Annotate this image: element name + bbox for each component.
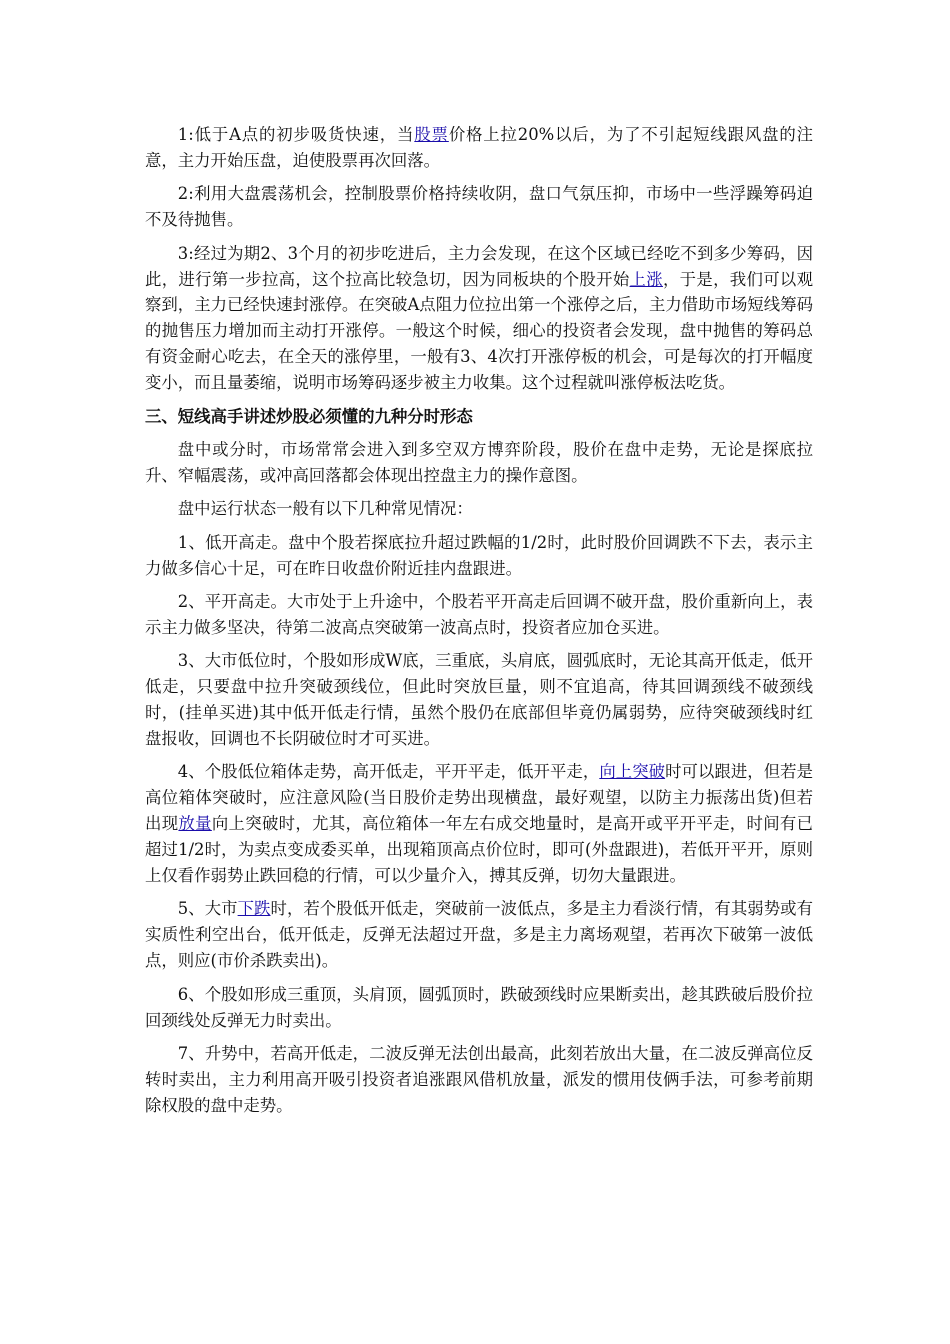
paragraph-11: 6、个股如形成三重顶，头肩顶，圆弧顶时，跌破颈线时应果断卖出，趁其跌破后股价拉回颈线处反弹无力时卖出。: [145, 984, 813, 1030]
paragraph-3-text-a: 3:经过为期2、3个月的初步吃进后，主力会发现，在这个区域已经吃不到多少筹码，因此，进行第一步拉高，这个拉高比较急切，因为同板块的个股开始: [145, 243, 813, 289]
paragraph-1-text-a: 1:低于A点的初步吸货快速，当: [177, 125, 415, 144]
paragraph-9: [145, 759, 813, 889]
paragraph-10-text-a: 5、大市: [177, 899, 238, 919]
paragraph-1-text-b: 价格上拉20%以后，为了不引起短线跟风盘的注意，主力开始压盘，迫使股票再次回落。: [145, 125, 813, 170]
paragraph-8: 3、大市低位时，个股如形成W底，三重底，头肩底，圆弧底时，无论其高开低走，低开低走，只要盘中拉升突破颈线位，但此时突放巨量，则不宜追高，待其回调颈线不破颈线时，(挂单买进)其中低开低走行情，虽然个股仍在底部但毕竟仍属弱势，应待突破颈线时红盘报收，回调也不长阴破位时才可买进。: [145, 651, 813, 749]
paragraph-9-text-a: 4、个股低位箱体走势，高开低走，平开平走，低开平走，: [177, 762, 600, 782]
paragraph-3-text-b: ，于是，我们可以观察到，主力已经快速封涨停。在突破A点阻力位拉出第一个涨停之后，主力借助市场短线筹码的抛售压力增加而主动打开涨停。一般这个时候，细心的投资者会发现，盘中抛售的筹码总有资金耐心吃去，在全天的涨停里，一般有3、4次打开涨停板的机会，可是每次的打开幅度变小，而且量萎缩，说明市场筹码逐步被主力收集。这个过程就叫涨停板法吃货。: [145, 269, 814, 393]
paragraph-6: 1、低开高走。盘中个股若探底拉升超过跌幅的1/2时，此时股价回调跌不下去，表示主力做多信心十足，可在昨日收盘价附近挂内盘跟进。: [145, 532, 813, 578]
paragraph-4: 盘中或分时，市场常常会进入到多空双方博弈阶段，股价在盘中走势，无论是探底拉升、窄幅震荡，或冲高回落都会体现出控盘主力的操作意图。: [145, 439, 813, 485]
paragraph-2: 2:利用大盘震荡机会，控制股票价格持续收阴，盘口气氛压抑，市场中一些浮躁筹码迫不及待抛售。: [145, 184, 813, 230]
link-volume[interactable]: 放量: [178, 814, 212, 834]
paragraph-7: 2、平开高走。大市处于上升途中，个股若平开高走后回调不破开盘，股价重新向上，表示主力做多坚决，待第二波高点突破第一波高点时，投资者应加仓买进。: [145, 592, 813, 637]
link-stock[interactable]: 股票: [414, 125, 449, 144]
link-breakout[interactable]: 向上突破: [599, 762, 666, 782]
document-body: [145, 122, 813, 1126]
link-fall[interactable]: 下跌: [237, 899, 271, 919]
paragraph-3: [145, 241, 813, 396]
paragraph-9-text-c: 向上突破时，尤其，高位箱体一年左右成交地量时，是高开或平开平走，时间有已超过1/2时，为卖点变成委买单，出现箱顶高点价位时，即可(外盘跟进)，若低开平开，原则上仅看作弱势止跌回稳的行情，可以少量介入，搏其反弹，切勿大量跟进。: [145, 814, 814, 886]
section-heading: 三、短线高手讲述炒股必须懂的九种分时形态: [145, 406, 473, 426]
link-rise[interactable]: 上涨: [629, 269, 663, 289]
paragraph-9-text-b: 时可以跟进，但若是高位箱体突破时，应注意风险(当日股价走势出现横盘，最好观望，以防主力振荡出货)但若出现: [145, 762, 813, 834]
paragraph-10-text-b: 时，若个股低开低走，突破前一波低点，多是主力看淡行情，有其弱势或有实质性利空出台，低开低走，反弹无法超过开盘，多是主力离场观望，若再次下破第一波低点，则应(市价杀跌卖出)。: [145, 899, 814, 971]
paragraph-5: 盘中运行状态一般有以下几种常见情况：: [177, 499, 473, 519]
paragraph-10: [145, 896, 813, 974]
paragraph-1: [145, 122, 813, 174]
paragraph-12: 7、升势中，若高开低走，二波反弹无法创出最高，此刻若放出大量，在二波反弹高位反转时卖出，主力利用高开吸引投资者追涨跟风借机放量，派发的惯用伎俩手法，可参考前期除权股的盘中走势。: [145, 1044, 813, 1115]
